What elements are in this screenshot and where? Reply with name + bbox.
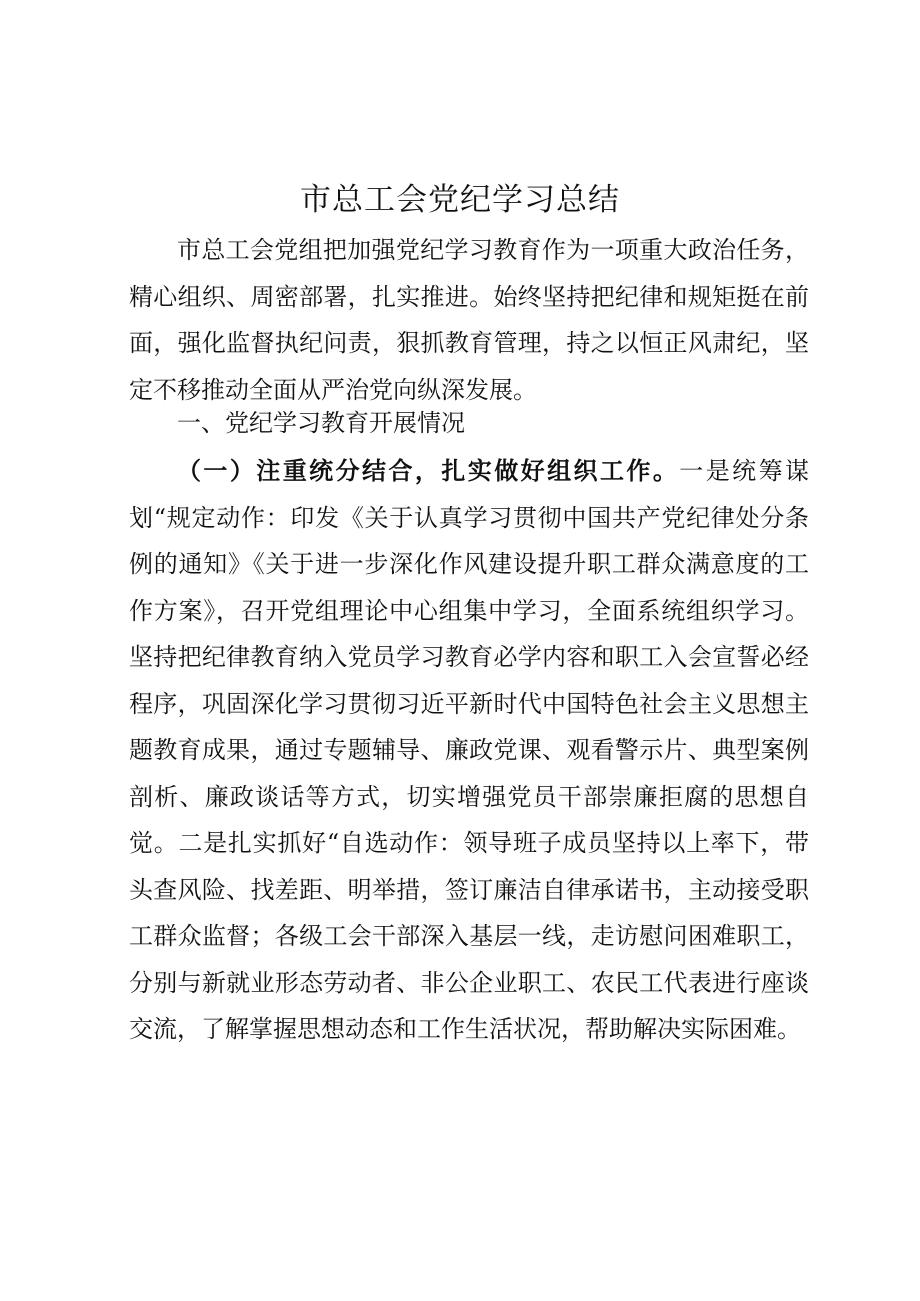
intro-paragraph: 市总工会党组把加强党纪学习教育作为一项重大政治任务，精心组织、周密部署，扎实推进。始终坚持把纪律和规矩挺在前面，强化监督执纪问责，狠抓教育管理，持之以恒正风肃纪，坚定不移推动全面从严治党向纵深发展。 [129,236,809,404]
subsection-text-1: 一是统筹谋划“规定动作：印发《关于认真学习贯彻中国共产党纪律处分条例的通知》《关于进一步深化作风建设提升职工群众满意度的工作方案》，召开党组理论中心组集中学习，全面系统组织学习。坚持把纪律教育纳入党员学习教育必学内容和职工入会宣誓必经程序，巩固深化学习贯彻习近平新时代中国特色社会主义思想主题教育成果，通过专题辅导、廉政党课、观看警示片、典型案例剖析、廉政谈话等方式，切实增强党员干部崇廉拒腐的思想自觉。二是扎实抓好“自选动作：领导班子成员坚持以上率下，带头查风险、找差距、明举措，签订廉洁自律承诺书，主动接受职工群众监督；各级工会干部深入基层一线，走访慰问困难职工，分别与新就业形态劳动者、非公企业职工、农民工代表进行座谈交流，了解掌握思想动态和工作生活状况，帮助解决实际困难。 [129,457,810,1043]
subsection-lead-1: （一）注重统分结合，扎实做好组织工作。 [177,457,680,485]
document-title: 市总工会党纪学习总结 [300,182,620,218]
subsection-paragraph-1 [129,448,809,1053]
section-heading-1: 一、党纪学习教育开展情况 [177,409,465,437]
